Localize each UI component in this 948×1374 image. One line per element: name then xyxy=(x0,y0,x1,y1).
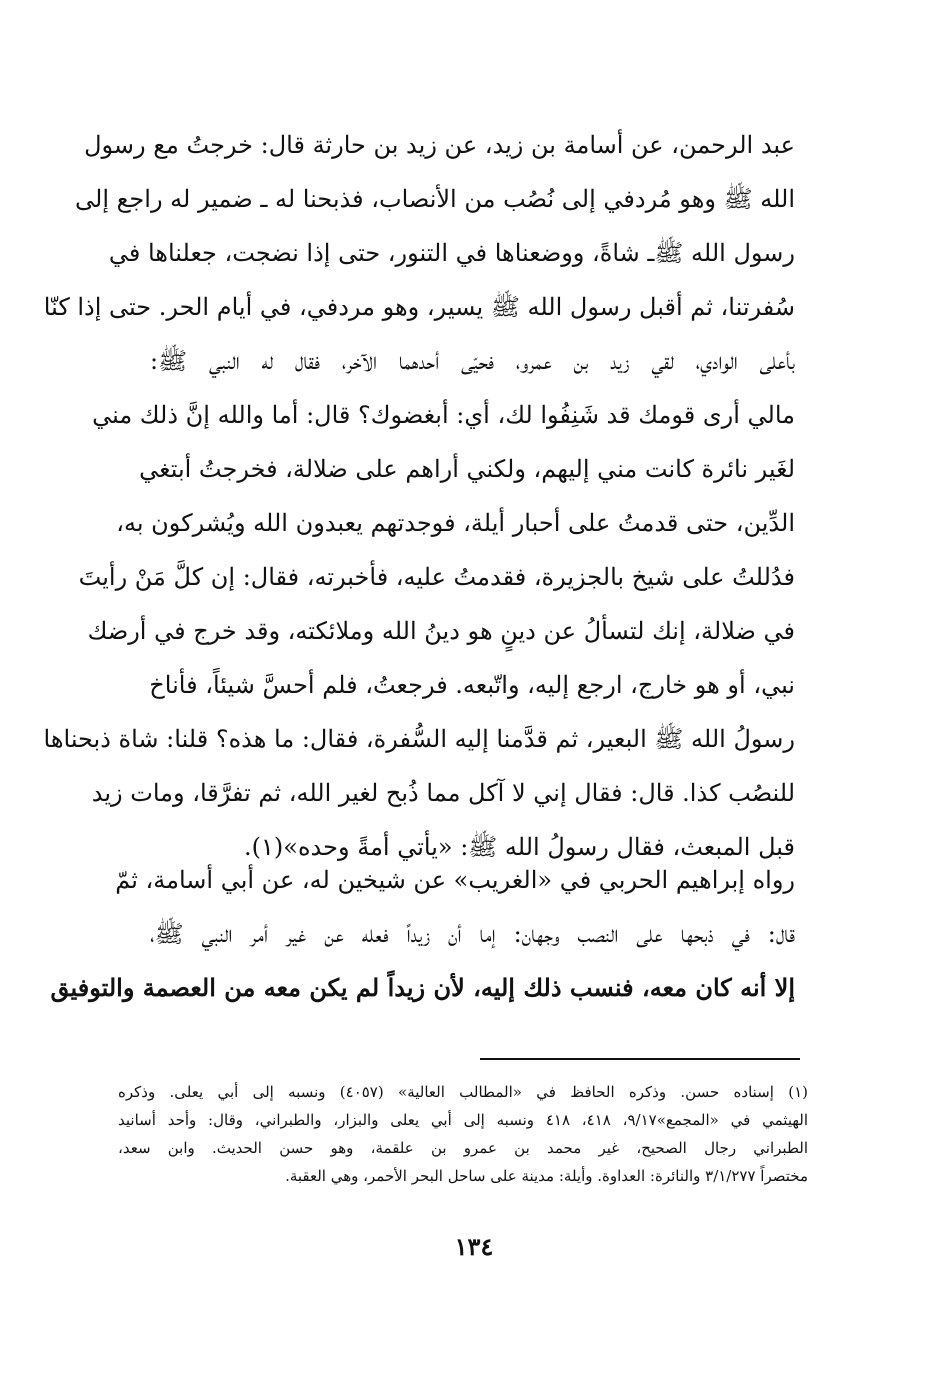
footnote-line: الهيثمي في «المجمع»٩/١٧، ٤١٨، ٤١٨ ونسبه إلى أبي يعلى والبزار، والطبراني، وقال: وأحد أسانيد xyxy=(118,1111,808,1129)
text-line: عبد الرحمن، عن أسامة بن زيد، عن زيد بن حارثة قال: خرجتُ مع رسول xyxy=(84,131,795,159)
text-line: الله ﷺ وهو مُردفي إلى نُصُب من الأنصاب، فذبحنا له ـ ضمير له راجع إلى xyxy=(75,185,795,213)
text-line: بأعلى الوادي، لقي زيد بن عمرو، فحيّى أحدهما الآخر، فقال له النبي ﷺ: xyxy=(150,347,795,375)
footnote-line: (١) إسناده حسن. وذكره الحافظ في «المطالب العالية» (٤٠٥٧) ونسبه إلى أبي يعلى. وذكره xyxy=(118,1083,808,1101)
text-line: سُفرتنا، ثم أقبل رسول الله ﷺ يسير، وهو مردفي، في أيام الحر. حتى إذا كنّا xyxy=(43,293,795,321)
text-line: إلا أنه كان معه، فنسب ذلك إليه، لأن زيداً لم يكن معه من العصمة والتوفيق xyxy=(50,973,795,1002)
text-line: فدُللتُ على شيخ بالجزيرة، فقدمتُ عليه، فأخبرته، فقال: إن كلَّ مَنْ رأيتَ xyxy=(78,563,795,591)
main-paragraph-1 xyxy=(43,118,795,874)
text-line: الدِّين، حتى قدمتُ على أحبار أيلة، فوجدتهم يعبدون الله ويُشركون به، xyxy=(116,509,795,537)
text-line: رسول الله ﷺـ شاةً، ووضعناها في التنور، حتى إذا نضجت، جعلناها في xyxy=(108,239,795,267)
text-line: مالي أرى قومك قد شَنِفُوا لك، أي: أبغضوك؟ قال: أما والله إنَّ ذلك مني xyxy=(92,401,795,429)
text-line: قبل المبعث، فقال رسولُ الله ﷺ: «يأتي أمةً وحده»(١). xyxy=(244,833,795,861)
text-line: للنصُب كذا. قال: فقال إني لا آكل مما ذُبح لغير الله، ثم تفرَّقا، ومات زيد xyxy=(91,779,795,807)
page-number: ١٣٤ xyxy=(454,1232,494,1261)
text-line: قال: في ذبحها على النصب وجهان: إما أن زيداً فعله عن غير أمر النبي ﷺ، xyxy=(150,920,796,948)
text-line: في ضلالة، إنك لتسألُ عن دينٍ هو دينُ الله وملائكته، وقد خرج في أرضك xyxy=(87,617,795,645)
text-line: لغَير نائرة كانت مني إليهم، ولكني أراهم على ضلالة، فخرجتُ أبتغي xyxy=(139,455,795,483)
main-paragraph-2 xyxy=(50,853,796,1015)
text-line: رواه إبراهيم الحربي في «الغريب» عن شيخين له، عن أبي أسامة، ثمّ xyxy=(115,866,795,894)
text-line: رسولُ الله ﷺ البعير، ثم قدَّمنا إليه السُّفرة، فقال: ما هذه؟ قلنا: شاة ذبحناها xyxy=(43,725,795,753)
footnote-divider xyxy=(480,1058,800,1060)
footnotes xyxy=(118,1078,808,1190)
footnote-line: مختصراً ٣/١/٢٧٧ والنائرة: العداوة. وأيلة: مدينة على ساحل البحر الأحمر، وهي العقبة. xyxy=(285,1167,808,1185)
footnote-line: الطبراني رجال الصحيح، غير محمد بن عمرو بن علقمة، وهو حسن الحديث. وابن سعد، xyxy=(118,1139,808,1157)
text-line: نبي، أو هو خارج، ارجع إليه، واتّبعه. فرجعتُ، فلم أحسَّ شيئاً، فأناخ xyxy=(149,671,795,699)
